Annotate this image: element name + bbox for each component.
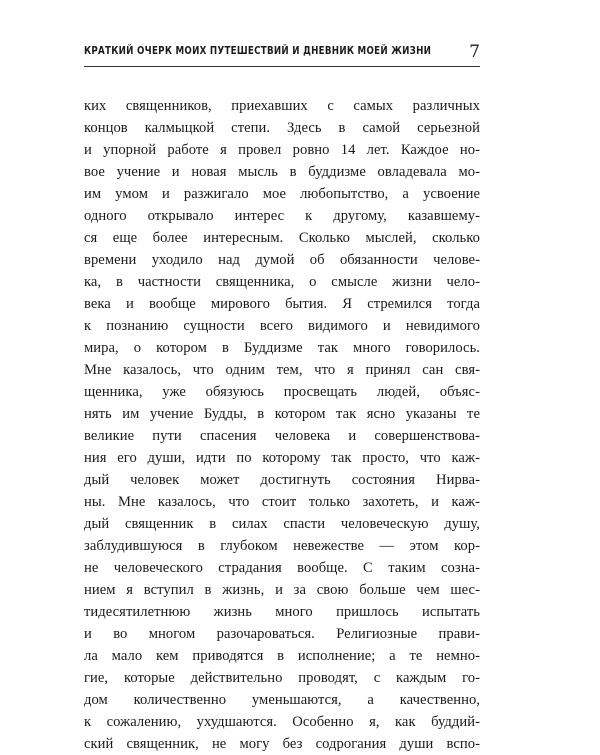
text-line: им умом и разжигало мое любопытство, а усвоение bbox=[84, 186, 480, 202]
text-line: великие пути спасения человека и совершенствова- bbox=[84, 428, 480, 444]
text-line: одного открывало интерес к другому, казавшему- bbox=[84, 208, 480, 224]
text-line: ких священников, приехавших с самых различных bbox=[84, 98, 480, 114]
text-line: и упорной работе я провел ровно 14 лет. Каждое но- bbox=[84, 142, 480, 158]
text-line: не человеческого страдания вообще. С таким созна- bbox=[84, 560, 480, 576]
text-line: ния его души, идти по которому так просто, что каж- bbox=[84, 450, 480, 466]
text-line: ся еще более интересным. Сколько мыслей, сколько bbox=[84, 230, 480, 246]
text-line: дом количественно уменьшаются, а качественно, bbox=[84, 692, 480, 708]
text-line: нием я вступил в жизнь, и за свою больше чем шес- bbox=[84, 582, 480, 598]
text-line: дый священник в силах спасти человеческую душу, bbox=[84, 516, 480, 532]
text-line: времени уходило над думой об обязанности челове- bbox=[84, 252, 480, 268]
text-line: мира, о котором в Буддизме так много говорилось. bbox=[84, 340, 480, 356]
text-line: ны. Мне казалось, что стоит только захотеть, и каж- bbox=[84, 494, 480, 510]
text-line: концов калмыцкой степи. Здесь в самой серьезной bbox=[84, 120, 480, 136]
text-line: ла мало кем приводятся в исполнение; а те немно- bbox=[84, 648, 480, 664]
text-line: гие, которые действительно проводят, с каждым го- bbox=[84, 670, 480, 686]
text-line: к познанию сущности всего видимого и невидимого bbox=[84, 318, 480, 334]
text-line: вое учение и новая мысль в буддизме овладевала мо- bbox=[84, 164, 480, 180]
running-title: КРАТКИЙ ОЧЕРК МОИХ ПУТЕШЕСТВИЙ И ДНЕВНИК МОЕЙ ЖИЗНИ bbox=[84, 45, 432, 57]
running-header bbox=[84, 42, 480, 64]
body-text bbox=[84, 95, 480, 755]
text-line: Мне казалось, что одним тем, что я принял сан свя- bbox=[84, 362, 480, 378]
text-line: ка, в частности священника, о смысле жизни чело- bbox=[84, 274, 480, 290]
text-line: тидесятилетнюю жизнь много пришлось испытать bbox=[84, 604, 480, 620]
text-line: заблудившуюся в глубоком невежестве — этом кор- bbox=[84, 538, 480, 554]
header-rule bbox=[84, 66, 480, 67]
text-line: ский священник, не могу без содрогания души вспо- bbox=[84, 736, 480, 752]
text-line: к сожалению, ухудшаются. Особенно я, как буддий- bbox=[84, 714, 480, 730]
text-line: века и вообще мирового бытия. Я стремился тогда bbox=[84, 296, 480, 312]
text-line: дый человек может достигнуть состояния Нирва- bbox=[84, 472, 480, 488]
page-number: 7 bbox=[469, 42, 480, 62]
text-line: щенника, уже обязуюсь просвещать людей, объяс- bbox=[84, 384, 480, 400]
text-line: и во многом разочароваться. Религиозные прави- bbox=[84, 626, 480, 642]
text-line: нять им учение Будды, в котором так ясно указаны те bbox=[84, 406, 480, 422]
